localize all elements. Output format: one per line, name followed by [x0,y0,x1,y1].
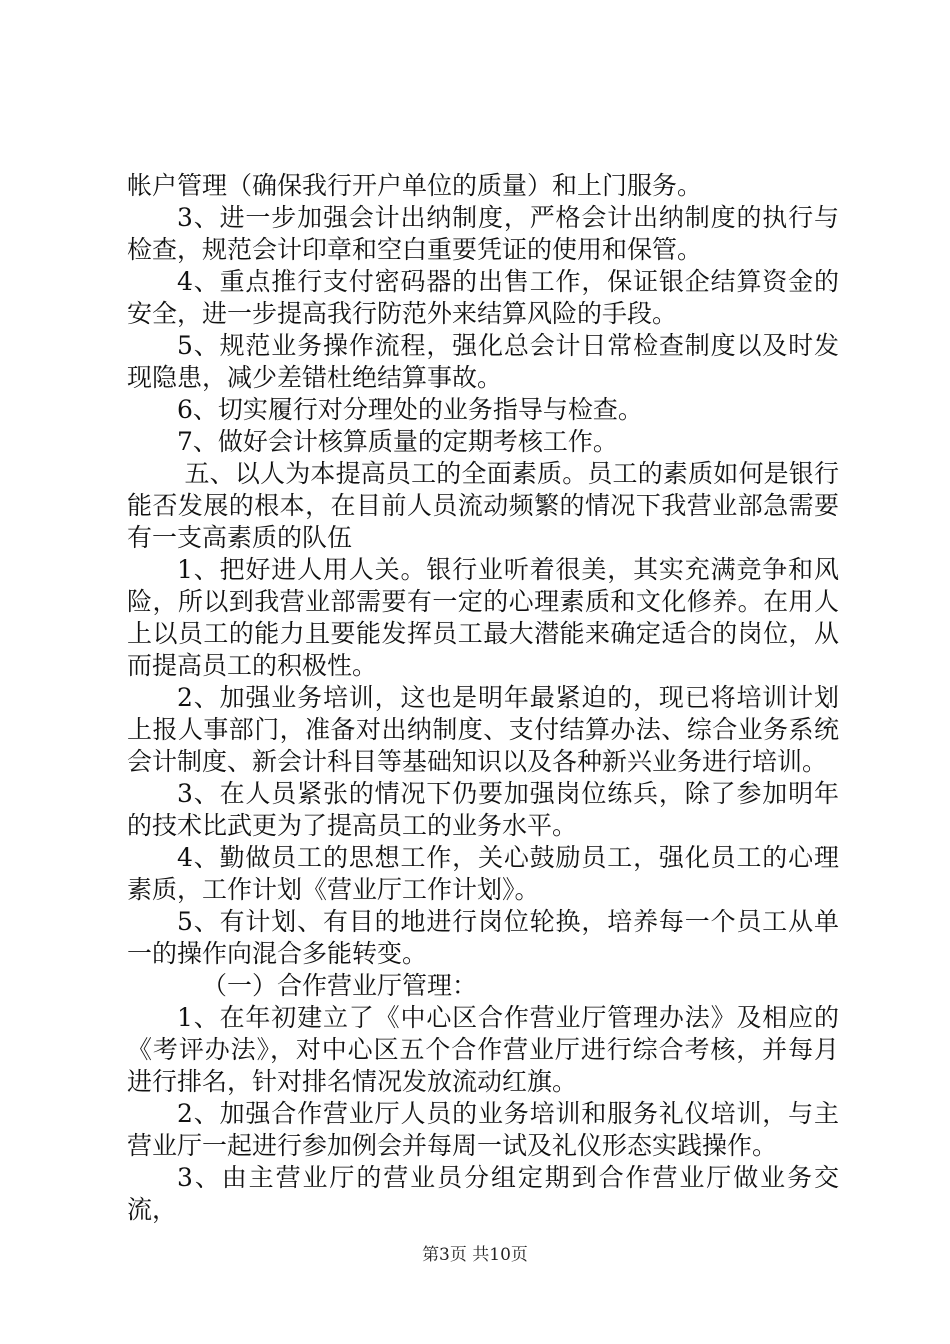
paragraph: 1、在年初建立了《中心区合作营业厅管理办法》及相应的《考评办法》，对中心区五个合作营业厅进行综合考核，并每月进行排名，针对排名情况发放流动红旗。 [127,1003,839,1096]
paragraph: 5、有计划、有目的地进行岗位轮换，培养每一个员工从单一的操作向混合多能转变。 [127,907,839,968]
paragraph: 1、把好进人用人关。银行业听着很美，其实充满竞争和风险，所以到我营业部需要有一定的心理素质和文化修养。在用人上以员工的能力且要能发挥员工最大潜能来确定适合的岗位，从而提高员工的积极性。 [127,555,839,680]
paragraph: 3、进一步加强会计出纳制度，严格会计出纳制度的执行与检查，规范会计印章和空白重要凭证的使用和保管。 [127,203,839,264]
paragraph: 3、在人员紧张的情况下仍要加强岗位练兵，除了参加明年的技术比武更为了提高员工的业务水平。 [127,779,839,840]
paragraph: （一）合作营业厅管理： [202,971,478,1000]
paragraph: 4、重点推行支付密码器的出售工作，保证银企结算资金的安全，进一步提高我行防范外来结算风险的手段。 [127,267,839,328]
paragraph: 4、勤做员工的思想工作，关心鼓励员工，强化员工的心理素质，工作计划《营业厅工作计划》。 [127,843,839,904]
document-body [127,170,839,1226]
paragraph: 帐户管理（确保我行开户单位的质量）和上门服务。 [127,171,703,200]
paragraph: 2、加强业务培训，这也是明年最紧迫的，现已将培训计划上报人事部门，准备对出纳制度、支付结算办法、综合业务系统会计制度、新会计科目等基础知识以及各种新兴业务进行培训。 [127,683,839,776]
paragraph: 2、加强合作营业厅人员的业务培训和服务礼仪培训，与主营业厅一起进行参加例会并每周一试及礼仪形态实践操作。 [127,1099,839,1160]
paragraph: 6、切实履行对分理处的业务指导与检查。 [177,395,643,424]
paragraph: 7、做好会计核算质量的定期考核工作。 [177,427,618,456]
paragraph: 5、规范业务操作流程，强化总会计日常检查制度以及时发现隐患，减少差错杜绝结算事故。 [127,331,839,392]
paragraph: 3、由主营业厅的营业员分组定期到合作营业厅做业务交流， [127,1163,839,1224]
paragraph: 五、以人为本提高员工的全面素质。员工的素质如何是银行能否发展的根本，在目前人员流动频繁的情况下我营业部急需要有一支高素质的队伍 [127,459,839,552]
page-footer: 第3页 共10页 [422,1245,528,1265]
